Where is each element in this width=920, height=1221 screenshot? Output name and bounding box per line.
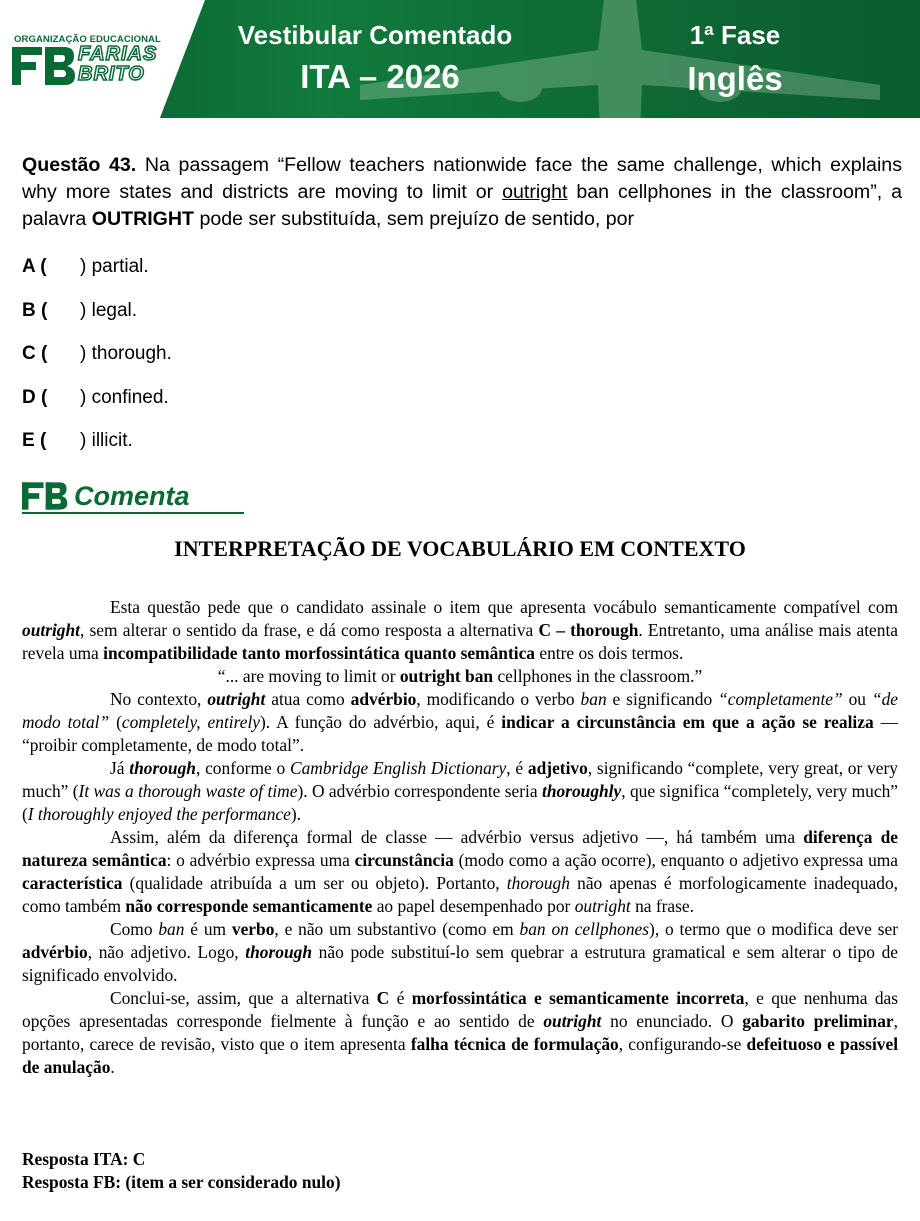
text: ou	[842, 689, 872, 709]
text: Conclui-se, assim, que a alternativa	[110, 988, 377, 1008]
text: não pode substituí-lo sem quebrar a estrutura gramatical e sem alterar o tipo de significado envolvido.	[22, 942, 898, 985]
option-letter: B (	[22, 300, 48, 321]
text: , configurando-se	[618, 1034, 747, 1054]
text: no enunciado. O	[601, 1011, 743, 1031]
text: morfossintática e semanticamente incorreta	[411, 988, 745, 1008]
comenta-underline	[22, 512, 244, 514]
section-title: INTERPRETAÇÃO DE VOCABULÁRIO EM CONTEXTO	[174, 536, 746, 561]
option-a	[22, 256, 149, 278]
text: ban	[158, 919, 185, 939]
text: outright	[543, 1011, 602, 1031]
text: , e não um substantivo (como em	[274, 919, 520, 939]
text: thorough	[245, 942, 312, 962]
text: , é	[506, 758, 528, 778]
paragraph-4	[22, 826, 898, 918]
text: , modificando o verbo	[416, 689, 581, 709]
text: ), o termo que o modifica deve ser	[649, 919, 898, 939]
text: Esta questão pede que o candidato assinale o item que apresenta vocábulo semanticamente compatível com	[110, 597, 898, 617]
question-part: ban cellphones in the classroom”, a palavra	[22, 181, 902, 230]
text: outright ban	[399, 666, 494, 686]
option-letter: A (	[22, 256, 47, 277]
text: na frase.	[630, 896, 694, 916]
keyword: OUTRIGHT	[91, 208, 195, 230]
underlined-word: outright	[502, 181, 568, 203]
header-phase: 1ª Fase	[689, 20, 781, 50]
text: thorough	[506, 873, 570, 893]
text: (qualidade atribuída a um ser ou objeto). Portanto,	[122, 873, 507, 893]
option-letter: C (	[22, 343, 48, 364]
text: indicar a circunstância em que a ação se realiza	[501, 712, 874, 732]
text: outright	[207, 689, 266, 709]
text: Já	[110, 758, 130, 778]
text: : o advérbio expressa uma	[166, 850, 355, 870]
text: (	[109, 712, 122, 732]
text: C – thorough	[538, 620, 639, 640]
question-part: Na passagem “Fellow teachers nationwide face the same challenge, which explains why more states and districts are moving to limit or	[22, 154, 903, 203]
text: advérbio	[22, 942, 88, 962]
answer-ita: Resposta ITA: C	[22, 1149, 146, 1169]
text: , sem alterar o sentido da frase, e dá como resposta a alternativa	[80, 620, 539, 640]
text: circunstância	[354, 850, 454, 870]
fb-logo-icon	[12, 47, 76, 85]
text: ao papel desempenhado por	[372, 896, 575, 916]
question-part: pode ser substituída, sem prejuízo de sentido, por	[194, 208, 635, 230]
text: diferença de natureza semântica	[22, 827, 898, 870]
text: ). O advérbio correspondente seria	[297, 781, 542, 801]
text: Como	[110, 919, 159, 939]
question-label: Questão 43.	[22, 154, 137, 176]
header-title: Vestibular Comentado	[237, 20, 513, 50]
text: Assim, além da diferença formal de classe — advérbio versus adjetivo —, há também uma	[110, 827, 804, 847]
option-c	[22, 343, 172, 365]
text: , não adjetivo. Logo,	[87, 942, 246, 962]
paragraph-5	[22, 918, 898, 987]
text: não apenas é morfologicamente inadequado, como também	[22, 873, 899, 916]
option-text: ) confined.	[80, 387, 169, 408]
text: ban	[580, 689, 607, 709]
option-e	[22, 430, 133, 452]
text: “... are moving to limit or	[217, 666, 400, 686]
logo-word-brito: BRITO	[78, 63, 145, 85]
logo-org-text: ORGANIZAÇÃO EDUCACIONAL	[14, 34, 161, 45]
text: falha técnica de formulação	[410, 1034, 619, 1054]
text: . Entretanto, uma análise mais atenta revela uma	[22, 620, 899, 663]
text: incompatibilidade tanto morfossintática quanto semântica	[103, 643, 536, 663]
text: adjetivo	[527, 758, 588, 778]
option-b	[22, 300, 137, 322]
text: “completamente”	[718, 689, 843, 709]
paragraph-2	[22, 688, 898, 757]
text: outright	[22, 620, 80, 640]
paragraph-1	[22, 596, 898, 665]
header-subject: Inglês	[687, 60, 783, 97]
quoted-passage	[22, 665, 898, 688]
text: cellphones in the classroom.”	[493, 666, 703, 686]
text: I thoroughly enjoyed the performance	[27, 804, 291, 824]
text: thorough	[129, 758, 196, 778]
text: verbo	[231, 919, 275, 939]
text: advérbio	[350, 689, 417, 709]
option-text: ) thorough.	[80, 343, 172, 364]
text: não corresponde semanticamente	[125, 896, 373, 916]
text: “de modo total”	[22, 689, 898, 732]
text: e significando	[606, 689, 719, 709]
paragraph-6	[22, 987, 898, 1079]
paragraph-3	[22, 757, 898, 826]
text: thoroughly	[541, 781, 622, 801]
logo-word-farias: FARIAS	[78, 43, 158, 65]
text: ).	[290, 804, 301, 824]
text: Cambridge English Dictionary	[289, 758, 507, 778]
text: outright	[574, 896, 631, 916]
text: (modo como a ação ocorre), enquanto o adjetivo expressa uma	[453, 850, 899, 870]
text: ). A função do advérbio, aqui, é	[260, 712, 502, 732]
text: C	[376, 988, 390, 1008]
text: , e que nenhuma das opções apresentadas corresponde fielmente à função e ao sentido de	[22, 988, 898, 1031]
header-banner	[0, 0, 920, 118]
text: é um	[184, 919, 232, 939]
question-text	[22, 152, 902, 233]
text: gabarito preliminar	[742, 1011, 894, 1031]
answers-block	[22, 1148, 341, 1194]
commentary-body	[22, 596, 898, 1079]
text: entre os dois termos.	[535, 643, 684, 663]
option-text: ) legal.	[80, 300, 138, 321]
text: .	[110, 1057, 115, 1077]
text: — “proibir completamente, de modo total”.	[22, 712, 898, 755]
text: , portanto, carece de revisão, visto que o item apresenta	[22, 1011, 898, 1054]
header-exam: ITA – 2026	[300, 58, 460, 95]
option-text: ) illicit.	[80, 430, 133, 451]
option-letter: E (	[22, 430, 47, 451]
text: atua como	[265, 689, 351, 709]
text: , conforme o	[195, 758, 290, 778]
option-d	[22, 387, 169, 409]
text: completely, entirely	[121, 712, 261, 732]
text: It was a thorough waste of time	[78, 781, 298, 801]
text: ban on cellphones	[519, 919, 650, 939]
text: característica	[22, 873, 123, 893]
text: , significando “complete, very great, or very much” (	[22, 758, 898, 801]
fb-logo-icon	[22, 482, 68, 510]
comenta-label: Comenta	[74, 481, 190, 511]
text: defeituoso e passível de anulação	[22, 1034, 899, 1077]
text: é	[389, 988, 412, 1008]
text: No contexto,	[110, 689, 208, 709]
answer-fb: Resposta FB: (item a ser considerado nulo)	[22, 1172, 341, 1192]
option-letter: D (	[22, 387, 48, 408]
option-text: ) partial.	[80, 256, 149, 277]
text: , que significa “completely, very much” (	[22, 781, 898, 824]
fb-comenta-heading	[22, 480, 244, 514]
